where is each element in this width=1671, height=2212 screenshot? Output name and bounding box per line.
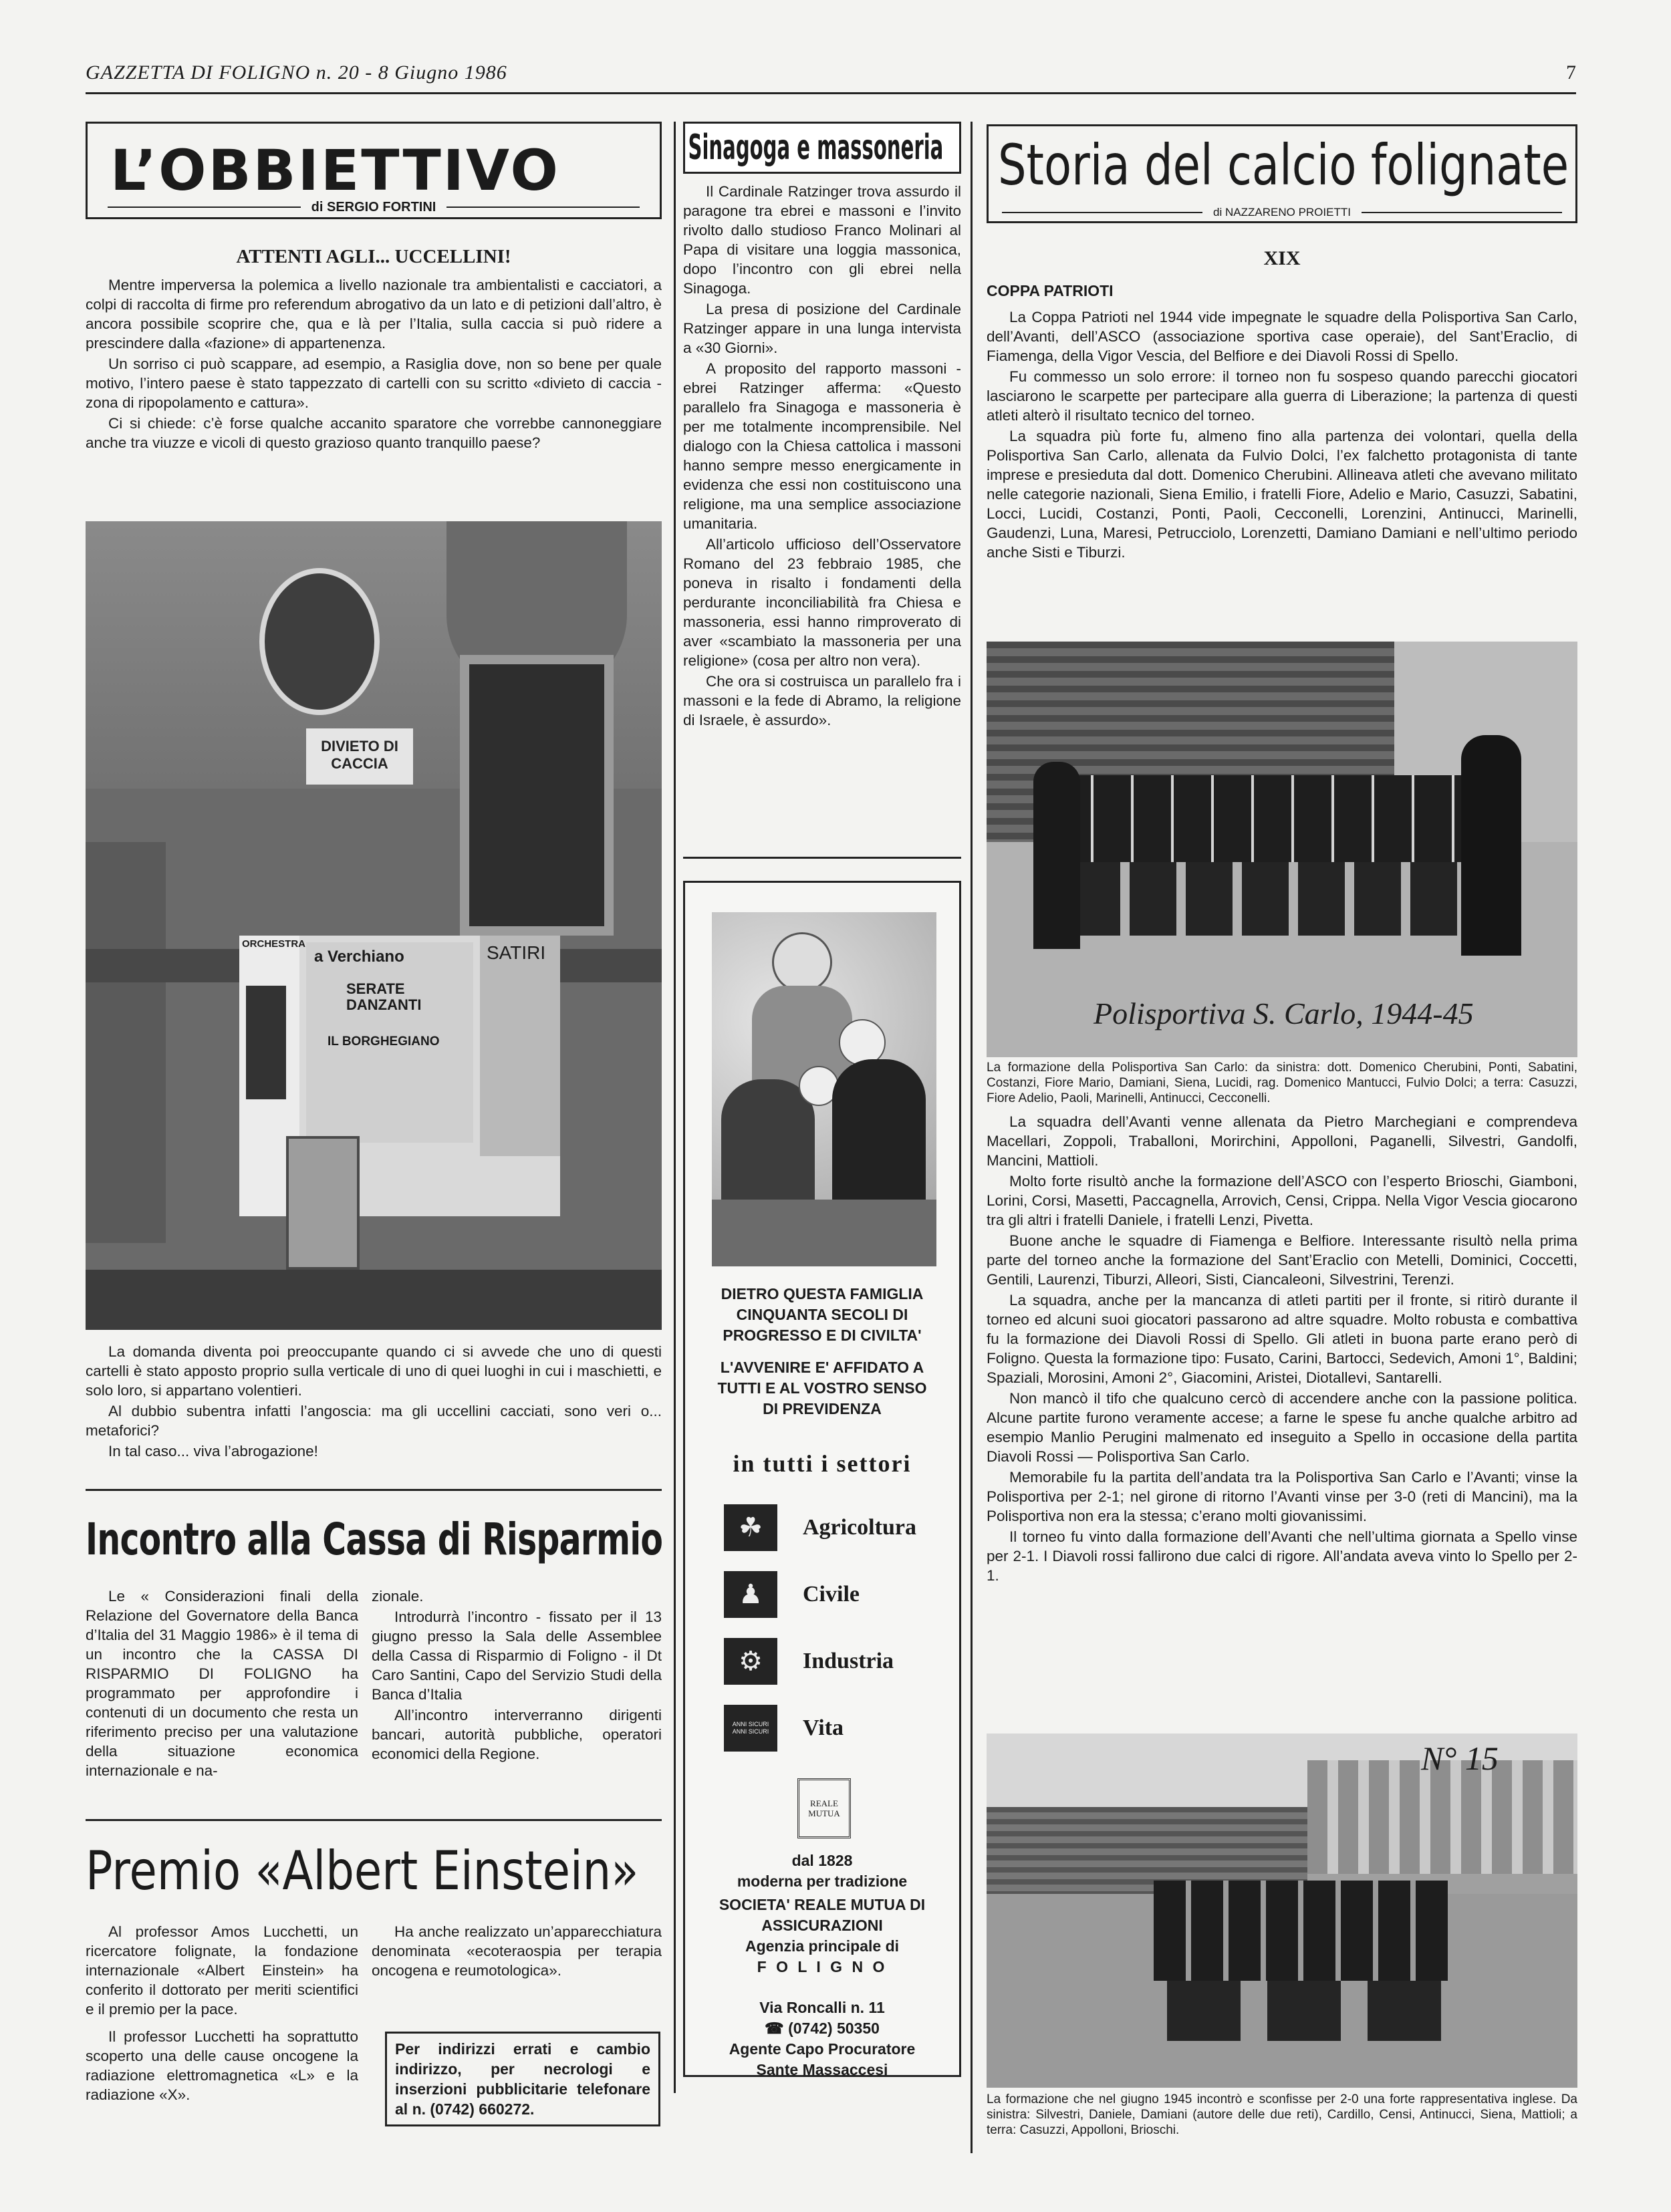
einstein-col2 [372,1922,662,1980]
paragraph: All’incontro interverranno dirigenti bancari, autorità pubbliche, operatori economici della Regione. [372,1707,662,1762]
page-number: 7 [1566,61,1576,84]
paragraph: La Coppa Patrioti nel 1944 vide impegnate le squadre della Polisportiva San Carlo, dell’Avanti, dell’ASCO (associazione sportiva case operaie), del Sant’Eraclio, di Fiamenga, della Vigor Vescia, del Belfiore e dei Diavoli Rossi di Spello. [987,309,1577,364]
paragraph: A proposito del rapporto massoni -ebrei Ratzinger afferma: «Questo parallelo fra Sinagoga e massoneria è per me totalmente incomprensibile. Nel dialogo con la Chiesa cattolica i massoni hanno sempre messo energicamente in evidenza che essi non costituiscono una religione, ma una semplice associazione umanitaria. [683,360,961,532]
obbiettivo-subtitle: ATTENTI AGLI... UCCELLINI! [236,246,511,267]
caption-1: La formazione della Polisportiva San Carlo: da sinistra: dott. Domenico Cherubini, Ponti, Sabatini, Costanzi, Fiore Mario, Damiani, Siena, Lucidi, rag. Domenico Mantucci, Fulvio Dolci; a terra: Casuzzi, Fiore Adelio, Paoli, Marinelli, Antinucci, Cecconelli. [987,1061,1577,1105]
obbiettivo-header-box [86,122,662,219]
shuttered-window [460,655,614,936]
waste-bin [286,1136,360,1270]
sector-vita [724,1705,944,1752]
obbiettivo-outro [86,1342,662,1461]
sector-agricoltura [724,1504,944,1551]
paragraph: Il torneo fu vinto dalla formazione dell’Avanti che nell’ultima giornata a Spello vinse per 2-1. I Diavoli rossi fallirono due calci di rigore. All’andata aveva vinto lo Spello per 2-1. [987,1528,1577,1584]
ad-agent-name: Sante Massaccesi [756,2061,888,2078]
masthead: GAZZETTA DI FOLIGNO n. 20 - 8 Giugno 1986 [86,61,507,84]
column-divider [971,122,973,2153]
team-front-row [1073,862,1488,936]
ad-city: F O L I G N O [757,1958,888,1975]
paragraph: Ci si chiede: c’è forse qualche accanito sparatore che vorrebbe cannoneggiare anche tra viuzze e vicoli di questo grazioso quanto tranquillo paese? [86,415,662,451]
paragraph: Il Cardinale Ratzinger trova assurdo il paragone tra ebrei e massoni e l’invito rivolto dallo studioso Franco Molinari al Papa di visitare una loggia massonica, dopo l’incontro con gli ebrei nella Sinagoga. [683,183,961,297]
calcio-text-b [987,1112,1577,1585]
paragraph: Al professor Amos Lucchetti, un ricercatore folignate, la fondazione internazionale «Albert Einstein» ha conferito il dottorato per meriti scientifici e il premio per la pace. [86,1923,358,2018]
cassa-title: Incontro alla Cassa di Risparmio [86,1514,663,1565]
team-standing-row [1154,1881,1448,1981]
section-rule [86,1819,662,1821]
caption-2: La formazione che nel giugno 1945 incontrò e sconfisse per 2-0 una forte rappresentativa inglese. Da sinistra: Silvestri, Daniele, Damiani (autore delle due reti), Cardillo, Censi, Antinucci, Siena, Mattioli; a terra: Casuzzi, Appolloni, Brioschi. [987,2092,1577,2137]
convex-mirror [259,568,380,715]
section-rule [683,857,961,859]
sinagoga-title: Sinagoga e massoneria [688,128,944,168]
sector-label: Vita [803,1715,844,1740]
section-rule [86,1489,662,1491]
sector-label: Agricoltura [803,1515,916,1540]
poster-text: ORCHESTRA [242,938,306,950]
life-icon: ANNI SICURI ANNI SICURI [724,1705,777,1752]
poster-text: IL BORGHEGIANO [328,1034,440,1049]
einstein-title: Premio «Albert Einstein» [86,1840,639,1902]
paragraph: La squadra, anche per la mancanza di atleti partiti per il fronte, si ritirò durante il torneo ed alcuni suoi giocatori passarono ad altre squadre. Molto robusta e combattiva fu la formazione dei Diavoli Rossi di Spello. Gli atleti in buona parte erano però di Foligno. Questa la formazione tipo: Fusato, Carini, Bartocci, Sedevich, Amoni 1°, Baldini; Spaziali, Morosini, Amoni 2°, Giacomini, Aristei, Diotallevi, Santarelli. [987,1292,1577,1386]
obbiettivo-intro [86,275,662,452]
paragraph: In tal caso... viva l’abrogazione! [108,1443,318,1460]
team-photo-1944 [987,642,1577,1057]
ad-phone-row [685,2018,959,2039]
sector-civile [724,1571,944,1618]
team-back-row [1053,775,1495,869]
gear-icon: ⚙ [724,1638,777,1685]
team-kneeling-row [1167,1981,1441,2041]
reale-mutua-logo: REALE MUTUA [797,1778,851,1838]
family-illustration [712,912,936,1266]
paragraph: La presa di posizione del Cardinale Ratzinger appare in una lunga intervista a «30 Giorni». [683,301,961,356]
paragraph: Un sorriso ci può scappare, ad esempio, a Rasiglia dove, non so bene per quale motivo, l’intero paese è stato tappezzato di cartelli con su scritto «divieto di caccia - zona di ripopolamento e cattura». [86,356,662,411]
paragraph: La domanda diventa poi preoccupante quando ci si avvede che uno di questi cartelli è stato apposto proprio sulla verticale di uno di quei luoghi in cui i maschietti, e solo loro, si appartano volentieri. [86,1343,662,1399]
calcio-chapter: XIX [1263,247,1301,269]
ad-footer [685,1850,959,2080]
ad-since: dal 1828 [791,1852,853,1869]
sinagoga-text [683,182,961,730]
sector-list [724,1504,944,1772]
column-divider [674,122,676,2093]
rasiglia-photo [86,521,662,1330]
sector-label: Civile [803,1582,860,1607]
ad-headline: DIETRO QUESTA FAMIGLIA CINQUANTA SECOLI DI PROGRESSO E DI CIVILTA' [721,1285,924,1344]
ad-motto: moderna per tradizione [737,1873,908,1890]
ad-agent-title: Agente Capo Procuratore [729,2040,916,2058]
family-icon: ♟ [724,1571,777,1618]
phone-icon: ☎ [765,2020,789,2037]
calcio-title: Storia del calcio folignate [998,132,1569,198]
sector-label: Industria [803,1649,894,1673]
obbiettivo-byline: di SERGIO FORTINI [311,199,436,215]
paragraph: Ha anche realizzato un’apparecchiatura denominata «ecoteraospia per terapia oncogena e reumotologica». [372,1923,662,1979]
calcio-byline: di NAZZARENO PROIETTI [1213,206,1351,219]
reale-mutua-ad [683,881,961,2077]
poster-text: SERATE DANZANTI [346,980,422,1013]
paragraph: All’articolo ufficioso dell’Osservatore Romano del 23 febbraio 1985, che poneva in risalto i fondamenti della perdurante inconciliabilità fra Chiesa e massoneria, essi hanno rimproverato di aver «scambiato la massoneria per una religione» (cosa per altro non vera). [683,536,961,669]
einstein-col1 [86,1922,358,2104]
sector-industria [724,1638,944,1685]
paragraph: Non mancò il tifo che qualcuno cercò di accendere anche con la passione politica. Alcune partite furono veramente accese; a farne le spese fu anche qualche arbitro ad esempio Manlio Perugini malmenato ed inseguito a Spello in occasione della partita Diavoli Rossi — Polisportiva San Carlo. [987,1390,1577,1465]
header-rule [86,92,1576,94]
paragraph: zionale. [372,1588,424,1605]
ad-agency: Agenzia principale di [745,1937,900,1955]
paragraph: Il professor Lucchetti ha soprattutto scoperto una delle cause oncogene la radiazione elettromagnetica «L» e la radiazione «X». [86,2028,358,2103]
paragraph: Introdurrà l’incontro - fissato per il 13 giugno presso la Sala delle Assemblee della Cassa di Risparmio di Foligno - il Dt Caro Santini, Capo del Servizio Studi della Banca d’Italia [372,1609,662,1703]
team-photo-1945 [987,1734,1577,2088]
wheat-icon: ☘ [724,1504,777,1551]
cassa-col1 [86,1586,358,1780]
paragraph: Buone anche le squadre di Fiamenga e Belfiore. Interessante risultò nella prima parte del torneo anche la formazione del Sant’Eraclio con Metelli, Dominici, Coccetti, Gentili, Laurenzi, Tiburzi, Alleori, Sisti, Ciancaleoni, Silvestrini, Terenzi. [987,1232,1577,1288]
poster-text: SATIRI [487,942,546,963]
calcio-header-box [987,124,1577,223]
paragraph: Fu commesso un solo errore: il torneo non fu sospeso quando parecchi giocatori lasciarono le scarpette per partecipare alla guerra di Liberazione; la partenza di questi atleti alterò il risultato tecnico del torneo. [987,368,1577,424]
paragraph: Mentre imperversa la polemica a livello nazionale tra ambientalisti e cacciatori, a colpi di raccolta di firme pro referendum abrogativo da un lato e di petizioni dall’altro, è ancora possibile scoprire che, qua e là per l’Italia, sulla caccia si può ridere a prescindere dalla «fazione» di appartenenza. [86,277,662,352]
address-notice-box: Per indirizzi errati e cambio indirizzo, per necrologi e inserzioni pubblicitarie telefonare al n. (0742) 660272. [385,2032,660,2126]
obbiettivo-title: L’OBBIETTIVO [110,138,560,203]
ad-tagline: in tutti i settori [733,1450,912,1477]
ad-company: SOCIETA' REALE MUTUA DI ASSICURAZIONI [719,1896,926,1934]
photo-inscription: Polisportiva S. Carlo, 1944-45 [1094,996,1474,1030]
divieto-sign: DIVIETO DI CACCIA [306,728,413,785]
poster-text: a Verchiano [314,948,404,966]
paragraph: Le « Considerazioni finali della Relazione del Governatore della Banca d’Italia del 31 Maggio 1986» è il tema di un incontro che la CASSA DI RISPARMIO DI FOLIGNO ha programmato per approfondire i contenuti di un documento che resta un riferimento preciso per una valutazione della situazione economica internazionale e na- [86,1588,358,1779]
ad-subhead: L'AVVENIRE E' AFFIDATO A TUTTI E AL VOSTRO SENSO DI PREVIDENZA [717,1359,927,1417]
paragraph: Che ora si costruisca un parallelo fra i massoni e la fede di Abramo, la religione di Israele, è assurdo». [683,673,961,728]
photo-number: N° 15 [1421,1740,1499,1777]
ad-address: Via Roncalli n. 11 [759,1999,885,2016]
paragraph: Molto forte risultò anche la formazione dell’ASCO con l’esperto Brioschi, Giamboni, Lorini, Corsi, Masetti, Paccagnella, Arrovich, Censi, Crippa. Nella Vigor Vescia giocarono tra gli altri i fratelli Daniele, i fratelli Lenzi, Pivetta. [987,1173,1577,1228]
cassa-col2 [372,1586,662,1764]
calcio-text-a [987,307,1577,562]
calcio-section: COPPA PATRIOTI [987,282,1114,299]
paragraph: Memorabile fu la partita dell’andata tra la Polisportiva San Carlo e l’Avanti; vinse la Polisportiva per 2-1; nel girone di ritorno l’Avanti vinse per 3-0 (reti di Mancini), ma la Polisportiva non era la stessa; c’erano molti giovanissimi. [987,1469,1577,1524]
paragraph: La squadra più forte fu, almeno fino alla partenza dei volontari, quella della Polisportiva San Carlo, allenata da Fulvio Dolci, l’ex falchetto protagonista di tante imprese e presieduta dal dott. Domenico Cherubini. Allineava atleti che avevano militato nelle categorie nazionali, Siena Emilio, i fratelli Fiore, Adelio e Mario, Casuzzi, Sabatini, Locci, Lucidi, Costanzi, Ponti, Paoli, Cecconelli, Lorenzini, Antinucci, Marinelli, Gaudenzi, Luna, Maresi, Petrucciolo, Lorenzetti, Damiano Damiani e nell’ultimo periodo anche Sisti e Tiburzi. [987,428,1577,561]
paragraph: Al dubbio subentra infatti l’angoscia: ma gli uccellini cacciati, sono veri o... metaforici? [86,1403,662,1439]
sinagoga-title-box [683,122,961,174]
paragraph: La squadra dell’Avanti venne allenata da Pietro Marchegiani e comprendeva Macellari, Zoppoli, Traballoni, Morirchini, Appolloni, Paganelli, Silvestri, Gandolfi, Mancini, Mattioli. [987,1113,1577,1169]
ad-phone: (0742) 50350 [788,2020,880,2037]
